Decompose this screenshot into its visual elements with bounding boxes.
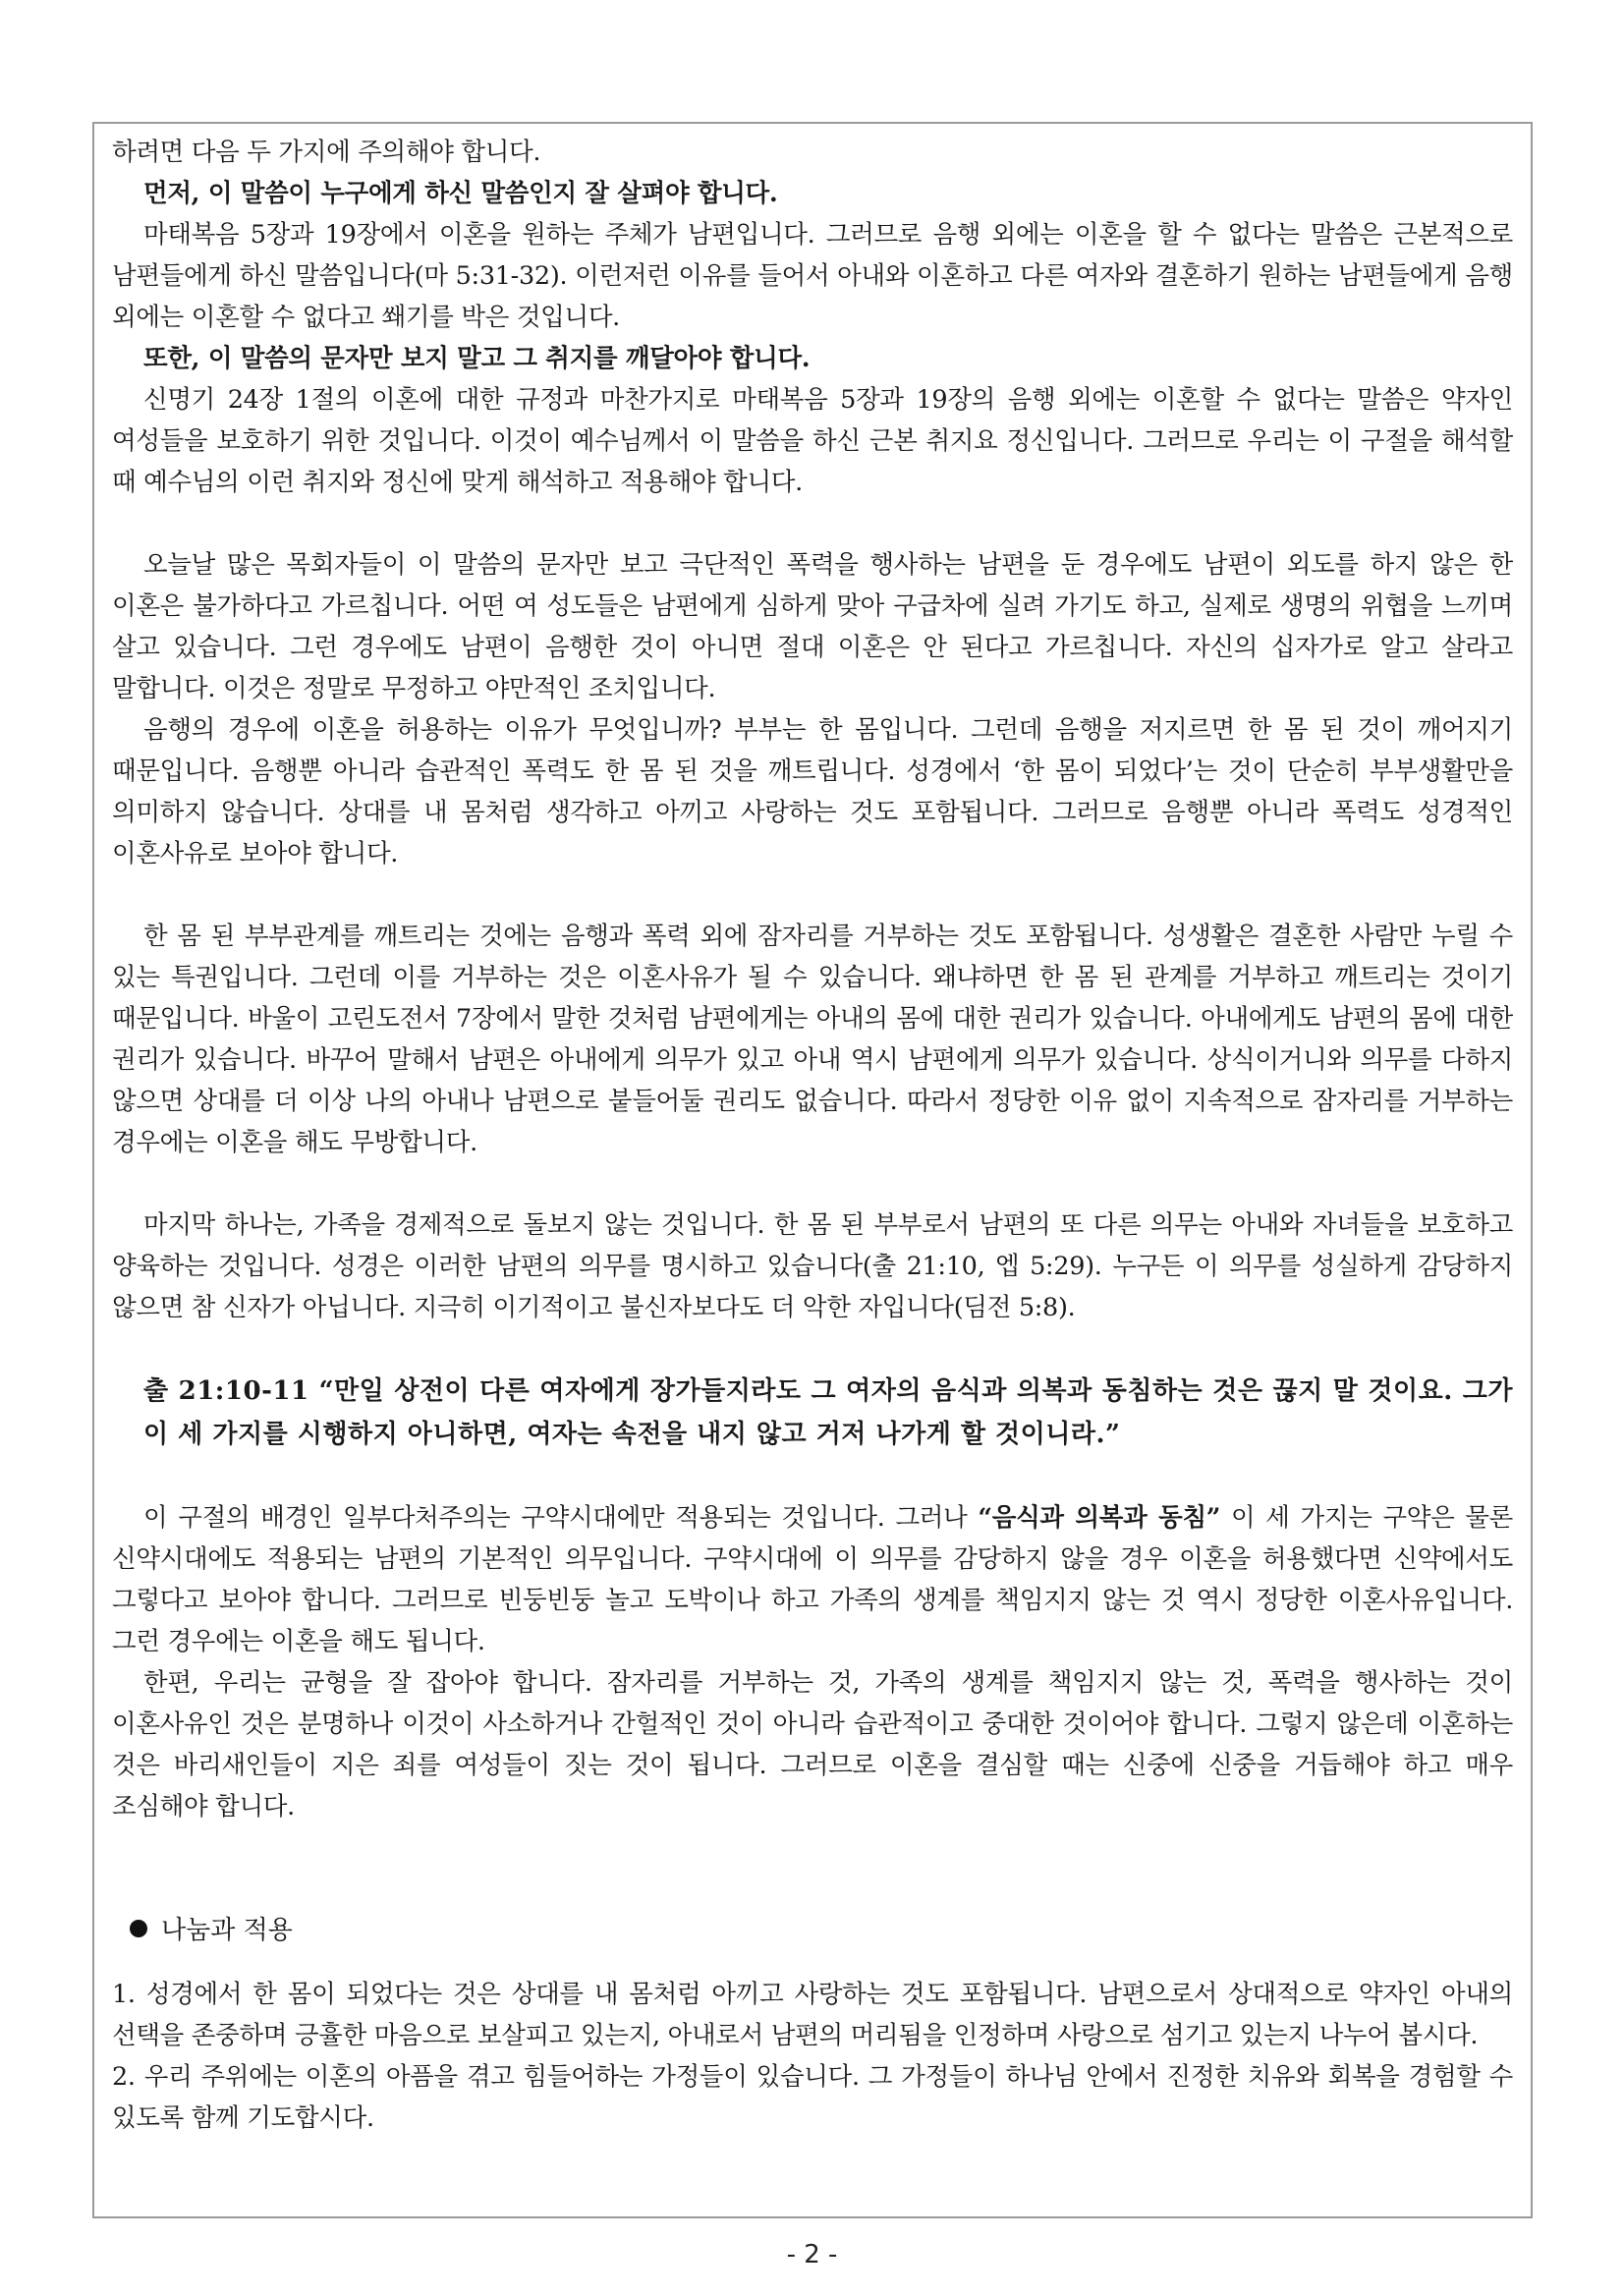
spacer <box>112 1456 1513 1497</box>
subheading: 또한, 이 말씀의 문자만 보지 말고 그 취지를 깨달아야 합니다. <box>143 344 811 373</box>
body-text <box>112 132 1513 2139</box>
paragraph-text: 이 세 가지는 구약은 물론 신약시대에도 적용되는 남편의 기본적인 의무입니다. 구약시대에 이 의무를 감당하지 않을 경우 이혼을 허용했다면 신약에서도 그렇다고 보아야 합니다. 그러므로 빈둥빈둥 놀고 도박이나 하고 가족의 생계를 책임지지 않는 것 역시 정당한 이혼사유입니다. 그런 경우에는 이혼을 해도 됩니다. <box>112 1503 1514 1656</box>
page-frame <box>92 122 1533 2218</box>
scripture-quote: 출 21:10-11 “만일 상전이 다른 여자에게 장가들지라도 그 여자의 음식과 의복과 동침하는 것은 끊지 말 것이요. 그가 이 세 가지를 시행하지 아니하면, 여자는 속전을 내지 않고 거저 나가게 할 것이니라.” <box>143 1376 1513 1449</box>
paragraph: 한편, 우리는 균형을 잘 잡아야 합니다. 잠자리를 거부하는 것, 가족의 생계를 책임지지 않는 것, 폭력을 행사하는 것이 이혼사유인 것은 분명하나 이것이 사소하거나 간헐적인 것이 아니라 습관적이고 중대한 것이어야 합니다. 그렇지 않은데 이혼하는 것은 바리새인들이 지은 죄를 여성들이 짓는 것이 됩니다. 그러므로 이혼을 결심할 때는 신중에 신중을 거듭해야 하고 매우 조심해야 합니다. <box>112 1668 1513 1821</box>
paragraph: 마지막 하나는, 가족을 경제적으로 돌보지 않는 것입니다. 한 몸 된 부부로서 남편의 또 다른 의무는 아내와 자녀들을 보호하고 양육하는 것입니다. 성경은 이러한 남편의 의무를 명시하고 있습니다(출 21:10, 엡 5:29). 누구든 이 의무를 성실하게 감당하지 않으면 참 신자가 아닙니다. 지극히 이기적이고 불신자보다도 더 악한 자입니다(딤전 5:8). <box>112 1210 1513 1322</box>
spacer <box>112 1946 1513 1974</box>
paragraph: 마태복음 5장과 19장에서 이혼을 원하는 주체가 남편입니다. 그러므로 음행 외에는 이혼을 할 수 없다는 말씀은 근본적으로 남편들에게 하신 말씀입니다(마 5:31-32). 이런저런 이유를 들어서 아내와 이혼하고 다른 여자와 결혼하기 원하는 남편들에게 음행 외에는 이혼할 수 없다고 쐐기를 박은 것입니다. <box>112 220 1513 332</box>
spacer <box>112 1869 1513 1910</box>
subheading: 먼저, 이 말씀이 누구에게 하신 말씀인지 잘 살펴야 합니다. <box>143 179 778 208</box>
bullet-icon <box>130 1920 147 1937</box>
paragraph: 음행의 경우에 이혼을 허용하는 이유가 무엇입니까? 부부는 한 몸입니다. 그런데 음행을 저지르면 한 몸 된 것이 깨어지기 때문입니다. 음행뿐 아니라 습관적인 폭력도 한 몸 된 것을 깨트립니다. 성경에서 ‘한 몸이 되었다’는 것이 단순히 부부생활만을 의미하지 않습니다. 상대를 내 몸처럼 생각하고 아끼고 사랑하는 것도 포함됩니다. 그러므로 음행뿐 아니라 폭력도 성경적인 이혼사유로 보아야 합니다. <box>112 715 1513 868</box>
spacer <box>112 1827 1513 1869</box>
paragraph: 오늘날 많은 목회자들이 이 말씀의 문자만 보고 극단적인 폭력을 행사하는 남편을 둔 경우에도 남편이 외도를 하지 않은 한 이혼은 불가하다고 가르칩니다. 어떤 여 성도들은 남편에게 심하게 맞아 구급차에 실려 가기도 하고, 실제로 생명의 위협을 느끼며 살고 있습니다. 그런 경우에도 남편이 음행한 것이 아니면 절대 이혼은 안 된다고 가르칩니다. 자신의 십자가로 알고 살라고 말합니다. 이것은 정말로 무정하고 야만적인 조치입니다. <box>112 550 1513 703</box>
paragraph-text: 이 구절의 배경인 일부다처주의는 구약시대에만 적용되는 것입니다. 그러나 <box>143 1503 979 1533</box>
section-heading <box>112 1910 1513 1946</box>
section-title: 나눔과 적용 <box>161 1916 293 1945</box>
paragraph <box>112 1497 1513 1662</box>
spacer <box>112 1163 1513 1204</box>
page-number: - 2 - <box>786 2240 838 2269</box>
spacer <box>112 1328 1513 1370</box>
application-item: 2. 우리 주위에는 이혼의 아픔을 겪고 힘들어하는 가정들이 있습니다. 그 가정들이 하나님 안에서 진정한 치유와 회복을 경험할 수 있도록 함께 기도합시다. <box>112 2062 1513 2133</box>
paragraph: 한 몸 된 부부관계를 깨트리는 것에는 음행과 폭력 외에 잠자리를 거부하는 것도 포함됩니다. 성생활은 결혼한 사람만 누릴 수 있는 특권입니다. 그런데 이를 거부하는 것은 이혼사유가 될 수 있습니다. 왜냐하면 한 몸 된 관계를 거부하고 깨트리는 것이기 때문입니다. 바울이 고린도전서 7장에서 말한 것처럼 남편에게는 아내의 몸에 대한 권리가 있습니다. 아내에게도 남편의 몸에 대한 권리가 있습니다. 바꾸어 말해서 남편은 아내에게 의무가 있고 아내 역시 남편에게 의무가 있습니다. 상식이거니와 의무를 다하지 않으면 상대를 더 이상 나의 아내나 남편으로 붙들어둘 권리도 없습니다. 따라서 정당한 이유 없이 지속적으로 잠자리를 거부하는 경우에는 이혼을 해도 무방합니다. <box>112 922 1513 1157</box>
application-item: 1. 성경에서 한 몸이 되었다는 것은 상대를 내 몸처럼 아끼고 사랑하는 것도 포함됩니다. 남편으로서 상대적으로 약자인 아내의 선택을 존중하며 긍휼한 마음으로 보살피고 있는지, 아내로서 남편의 머리됨을 인정하며 사랑으로 섬기고 있는지 나누어 봅시다. <box>112 1980 1513 2050</box>
emphasis-text: “음식과 의복과 동침” <box>978 1503 1221 1533</box>
spacer <box>112 874 1513 916</box>
paragraph: 하려면 다음 두 가지에 주의해야 합니다. <box>112 138 541 167</box>
paragraph: 신명기 24장 1절의 이혼에 대한 규정과 마찬가지로 마태복음 5장과 19장의 음행 외에는 이혼할 수 없다는 말씀은 약자인 여성들을 보호하기 위한 것입니다. 이것이 예수님께서 이 말씀을 하신 근본 취지요 정신입니다. 그러므로 우리는 이 구절을 해석할 때 예수님의 이런 취지와 정신에 맞게 해석하고 적용해야 합니다. <box>112 385 1513 497</box>
spacer <box>112 503 1513 544</box>
